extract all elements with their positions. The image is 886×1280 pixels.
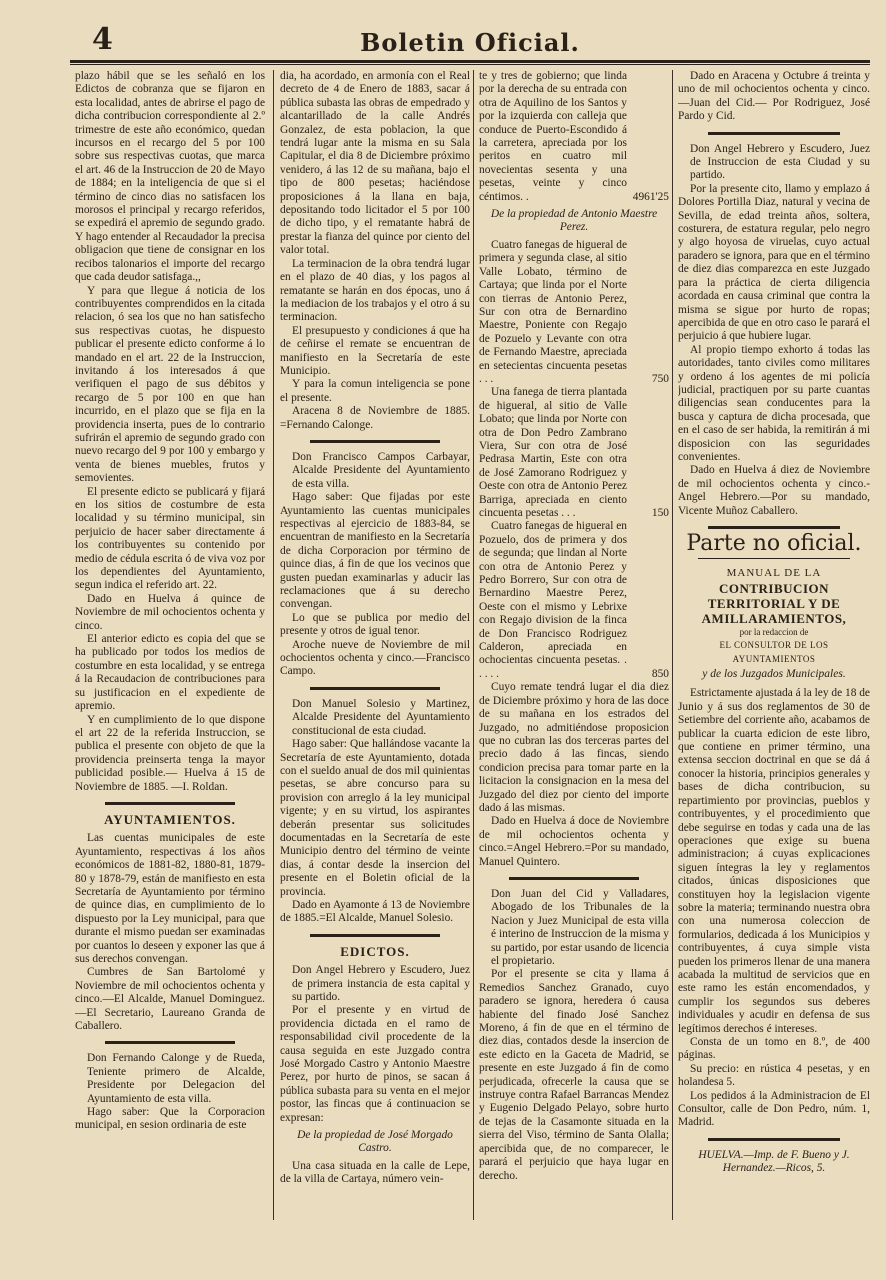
paragraph: Cumbres de San Bartolomé y Noviembre de mil ochocientos ochenta y cinco.—El Alcalde, Manuel Dominguez.—El Secretario, Laureano Granda de Caballero.: [75, 966, 265, 1033]
notice-byline: Don Manuel Solesio y Martinez, Alcalde Presidente del Ayuntamiento constitucional de esta ciudad.: [292, 697, 470, 737]
printer-imprint: HUELVA.—Imp. de F. Bueno y J. Hernandez.—Ricos, 5.: [698, 1148, 850, 1175]
section-rule: [310, 934, 440, 937]
page-header: [70, 18, 870, 62]
paragraph: dia, ha acordado, en armonía con el Real decreto de 4 de Enero de 1883, sacar á pública subasta las obras de empedrado y alcantarillado de la calle Andrés Gonzalez, de esta poblacion, la que tendrá lugar ante la misma en su Sala Capitular, el dia 8 de Diciembre próximo venidero, á las 12 de su mañana, bajo el tipo de 800 pesetas; haciéndose proposiciones á la llana en baja, depositando todo licitador el 5 por 100 de dicho tipo, y el rematante habrá de prestar la fianza del quince por ciento del valor total.: [280, 70, 470, 257]
paragraph: Dado en Ayamonte á 13 de Noviembre de 1885.=El Alcalde, Manuel Solesio.: [280, 898, 470, 925]
property-subheading: De la propiedad de Antonio Maestre Perez.: [490, 208, 658, 234]
paragraph: Hago saber: Que fijadas por este Ayuntamiento las cuentas municipales respectivas al ejercicio de 1883-84, se encuentran de manifiesto en la Secretaría de dicha Corporacion por término de quince dias, á fin de que los vecinos que gusten puedan examinarlas y aducir las reclamaciones que á su derecho convengan.: [280, 491, 470, 611]
paragraph: Dado en Aracena y Octubre á treinta y uno de mil ochocientos ochenta y cinco.—Juan del Cid.— Por Rodriguez, José Pardo y Cid.: [678, 70, 870, 123]
section-rule: [708, 1138, 840, 1141]
notice-byline: Don Angel Hebrero y Escudero, Juez de Instruccion de esta Ciudad y su partido.: [690, 142, 870, 182]
paragraph: Por la presente cito, llamo y emplazo á Dolores Portilla Diaz, natural y vecina de Sevilla, de edad treinta años, soltera, costurera, de estatura regular, pelo negro y algo hoyosa de viruelas, cuyo actual paradero se ignora, para que en el término de diez dias comparezca en este Juzgado para la práctica de cierta diligencia acordada en causa criminal que contra la misma se sigue por hurto de ropas; apercibida de que en otro caso le parará el perjuicio á que hubiere lugar.: [678, 182, 870, 343]
lot-price: 150: [651, 507, 669, 519]
section-rule: [310, 440, 440, 443]
paragraph: Las cuentas municipales de este Ayuntamiento, respectivas á los años económicos de 1881-82, 1880-81, 1879-80 y 1878-79, están de manifiesto en esta Secretaría de Ayuntamiento por término de quince dias, en cumplimiento de lo dispuesto por la Ley municipal, para que durante el mismo puedan ser examinadas por cuantos lo deseen y exponer las que á sus derechos convengan.: [75, 832, 265, 965]
notice-byline: Don Francisco Campos Carbayar, Alcalde Presidente del Ayuntamiento de esta villa.: [292, 450, 470, 490]
paragraph: Al propio tiempo exhorto á todas las autoridades, tanto civiles como militares y ordeno á los agentes de mi policía judicial, practiquen por su parte cuantas diligencias sean conducentes para la busca y captura de dicha procesada, que en el caso de ser habida, la remitirán á mi disposicion con las seguridades convenientes.: [678, 343, 870, 463]
lot-description: te y tres de gobierno; que linda por la derecha de su entrada con otra de Aquilino de los Santos y por la izquierda con calleja que conduce de Puerto-Escondido á la carretera, apreciada por los peritos en cuatro mil novecientas sesenta y una pesetas, veinte y cinco céntimos. .: [479, 70, 627, 203]
lot-price: 750: [651, 372, 669, 385]
section-rule: [708, 132, 840, 135]
paragraph: Y para que llegue á noticia de los contribuyentes comprendidos en la citada relacion, ó sea los que no han satisfecho sus respectivas cuotas, he dispuesto publicar el presente edicto conforme á lo mandado en el art. 22 de la Instruccion, invitando á los interesados á que verifiquen el pago de sus débitos y recargo de 5 por 100 en que han incurrido, en el plazo que se fija en la providencia inserta, pues de lo contrario sufrirán el apremio de segundo grado con nuevo recargo del 9 por 100 y embargo y venta de bienes muebles, frutos y semovientes.: [75, 284, 265, 485]
column-divider: [473, 70, 474, 1220]
paragraph: El presente edicto se publicará y fijará en los sitios de costumbre de esta localidad y su término municipal, sin perjuicio de hacer saber directamente á los contribuyentes su contenido por medio de cédula escrita ó de viva voz por los dependientes del Ayuntamiento, segun indica el referido art. 22.: [75, 485, 265, 592]
notice-byline: Don Fernando Calonge y de Rueda, Teniente primero de Alcalde, Presidente por Delegacion del Ayuntamiento de esta villa.: [87, 1052, 265, 1105]
paragraph: Aroche nueve de Noviembre de mil ochocientos ochenta y cinco.—Francisco Campo.: [280, 638, 470, 678]
column-2: [280, 70, 470, 1220]
property-lot: [479, 239, 669, 386]
paragraph: Y para la comun inteligencia se pone el presente.: [280, 378, 470, 404]
section-rule: [708, 526, 840, 529]
notice-byline: Don Angel Hebrero y Escudero, Juez de primera instancia de esta capital y su partido.: [292, 964, 470, 1003]
paragraph: plazo hábil que se les señaló en los Edictos de cobranza que se fijaron en esta localidad, antes de abrirse el pago de dicha contribucion correspondiente al 2.º trimestre de este año económico, quedan incursos en el recargo del 5 por 100 sobre sus respectivas cuotas, que marca el art. 46 de la Instruccion de 20 de Mayo de 1884; en la inteligencia de que si el término de cinco dias no satisfacen los morosos el principal y recargo referidos, se expedirá el apremio de segundo grado. Y hago entender al Recaudador la precisa obligacion que tiene de consignar en los recibos talonarios el importe del recargo que cada deudor satisfaga.,,: [75, 70, 265, 284]
paragraph: Su precio: en rústica 4 pesetas, y en holandesa 5.: [678, 1062, 870, 1089]
paragraph: Aracena 8 de Noviembre de 1885. =Fernando Calonge.: [280, 405, 470, 431]
lot-price: 850: [651, 667, 669, 680]
advert-subtitle: por la redaccion de: [739, 626, 809, 637]
property-lot: [479, 520, 669, 681]
advert-publisher-line2: y de los Juzgados Municipales.: [702, 668, 846, 681]
page-number: 4: [92, 22, 113, 57]
paragraph: Por el presente se cita y llama á Remedios Sanchez Granado, cuyo paradero se ignora, heredera ó causa habiente del finado José Sanchez Moreno, á fin de que en el término de diez dias, contados desde la insercion de este edicto en la Gaceta de Madrid, se presente en este Juzgado á fin de como perjudicada, ofrecerle la causa que se instruye contra Rafael Barrancas Mendez y Eugenio Delgado Pelayo, sobre hurto de tejas de la Casamonte situada en la sierra del Viso, término de Santa Olalla; apercibida que, de no comparecer, le parará el perjuicio que haya lugar en derecho.: [479, 968, 669, 1182]
paragraph: El presupuesto y condiciones á que ha de ceñirse el remate se encuentran de manifiesto en la Secretaría de este Municipio.: [280, 324, 470, 377]
advert-title: CONTRIBUCION TERRITORIAL Y DE AMILLARAMIENTOS,: [701, 580, 847, 626]
section-title-edictos: EDICTOS.: [340, 943, 410, 959]
notice-byline: Don Juan del Cid y Valladares, Abogado de los Tribunales de la Nacion y Juez Municipal de esta villa é interino de Instruccion de la misma y su partido, por estar usando de licencia el propietario.: [491, 887, 669, 967]
property-lot: [479, 70, 669, 204]
paragraph: Dado en Huelva á doce de Noviembre de mil ochocientos ochenta y cinco.=Angel Hebrero.=Por su mandado, Manuel Quintero.: [479, 815, 669, 868]
lot-description: Cuatro fanegas de higueral de primera y segunda clase, al sitio Valle Lobato, término de Cartaya; que linda por el Norte con tierras de Antonio Perez, Sur con otra de Bernardino Maestre, Poniente con Regajo de Pozuelo y Levante con otra de Fernando Maestre, apreciada en setecientas cincuenta pesetas . . .: [479, 238, 627, 385]
column-4: [678, 70, 870, 1220]
paragraph: Hago saber: Que hallándose vacante la Secretaría de este Ayuntamiento, dotada con el sueldo anual de dos mil quinientas pesetas, se abre concurso para su provision con arreglo á la ley municipal vigente; y en su virtud, los aspirantes deberán presentar sus solicitudes documentadas en la Secretaría de este Municipio dentro del término de veinte dias, á contar desde la insercion del presente en el Boletin oficial de la provincia.: [280, 738, 470, 898]
paragraph: Cuyo remate tendrá lugar el dia diez de Diciembre próximo y hora de las doce de su mañana en los estrados del Juzgado, no admitiéndose proposicion que no cubran las dos terceras partes del precio dado á las fincas, siendo condicion precisa para tomar parte en la licitacion la consignacion en la mesa del Juzgado del diez por ciento del importe dado á las mismas.: [479, 681, 669, 814]
paragraph: Lo que se publica por medio del presente y otros de igual tenor.: [280, 611, 470, 638]
section-rule: [105, 802, 235, 805]
section-title-parte-no-oficial: Parte no oficial.: [686, 531, 862, 556]
column-divider: [273, 70, 274, 1220]
section-rule: [105, 1041, 235, 1044]
paragraph: Dado en Huelva á quince de Noviembre de mil ochocientos ochenta y cinco.: [75, 592, 265, 632]
paragraph: Dado en Huelva á diez de Noviembre de mil ochocientos ochenta y cinco.- Angel Hebrero.—Por su mandado, Vicente Muñoz Caballero.: [678, 464, 870, 517]
lot-description: Una fanega de tierra plantada de higueral, al sitio de Valle Lobato; que linda por Norte con otra de Don Pedro Zambrano Viera, Sur con otra de José Pedrasa Martin, Este con otra de José Zamorano Rodriguez y Oeste con otra de Antonio Perez Barriga, apreciada en ciento cincuenta pesetas . . .: [479, 386, 627, 519]
advert-heading: MANUAL DE LA: [726, 567, 822, 580]
section-title-ayuntamientos: AYUNTAMIENTOS.: [104, 811, 236, 827]
paragraph: El anterior edicto es copia del que se ha publicado por todos los medios de costumbre en esta localidad, y se entrega á la Recaudacion de contribuciones para su justificacion en el expediente de apremio.: [75, 633, 265, 713]
section-rule: [509, 877, 639, 880]
section-rule: [698, 558, 850, 559]
column-1: [75, 70, 265, 1220]
paragraph: Una casa situada en la calle de Lepe, de la villa de Cartaya, número vein-: [280, 1159, 470, 1186]
property-subheading: De la propiedad de José Morgado Castro.: [297, 1129, 453, 1155]
paragraph: Estrictamente ajustada á la ley de 18 de Junio y á sus dos reglamentos de 30 de Setiembre del corriente año, acabamos de publicar la cuarta edicion de este libro, que contiene en primer término, una extensa seccion doctrinal en que se dá á conocer la historia, principios generales y bases de dicha contribucion, su repartimiento por provincias, pueblos y contribuyentes, y el procedimiento que debe seguirse en todas y cada una de las operaciones que exige su buena administracion; á cuyas explicaciones siguen íntegras la ley y reglamentos citados, únicas disposiciones que constituyen hoy la legislacion vigente sobre la materia; terminando nuestra obra con una numerosa coleccion de formularios, dedicada á los Municipios y contribuyentes, á cuya simple vista pueden los primeros llenar de una manera acabada la multitud de servicios que en este ramo les están encomendados, y cumplir los segundos sus deberes individuales y acudir en defensa de sus legítimos derechos é intereses.: [678, 687, 870, 1035]
paragraph: Consta de un tomo en 8.º, de 400 páginas.: [678, 1036, 870, 1062]
advert-publisher: EL CONSULTOR DE LOS AYUNTAMIENTOS: [719, 640, 829, 664]
paragraph: Hago saber: Que la Corporacion municipal, en sesion ordinaria de este: [75, 1106, 265, 1132]
header-rule-thin: [70, 64, 870, 65]
paragraph: Por el presente y en virtud de providencia dictada en el ramo de responsabilidad civil procedente de la causa seguida en este Juzgado contra José Morgado Castro y Antonio Maestre Perez, por hurto de pinos, se sacan á pública subasta para su venta en el mejor postor, las fincas que á continuacion se expresan:: [280, 1004, 470, 1124]
header-rule: [70, 60, 870, 63]
section-rule: [310, 687, 440, 690]
property-lot: [479, 386, 669, 520]
page-title: Boletin Oficial.: [360, 28, 580, 57]
lot-description: Cuatro fanegas de higueral en Pozuelo, dos de primera y dos de segunda; que lindan al Norte con otra de Antonio Perez y Pedro Borrero, Sur con otra de Bernardino Maestre Perez, Oeste con el mismo y Lebrixe con Regajo division de la finca de Don Francisco Rodriguez Calderon, apreciada en ochocientas cincuenta pesetas. . . . . .: [479, 520, 627, 680]
column-3: [479, 70, 669, 1220]
paragraph: Los pedidos á la Administracion de El Consultor, calle de Don Pedro, núm. 1, Madrid.: [678, 1089, 870, 1129]
lot-price: 4961'25: [632, 190, 669, 203]
column-divider: [672, 70, 673, 1220]
paragraph: Y en cumplimiento de lo que dispone el art 22 de la referida Instruccion, se publica el presente con objeto de que la providencia preinserta tenga la mayor publicidad posible.— Huelva á 15 de Noviembre de 1885. —I. Roldan.: [75, 713, 265, 793]
paragraph: La terminacion de la obra tendrá lugar en el plazo de 40 dias, y los pagos al rematante se harán en dos épocas, uno á la mediacion de los trabajos y el otro á su terminacion.: [280, 257, 470, 324]
